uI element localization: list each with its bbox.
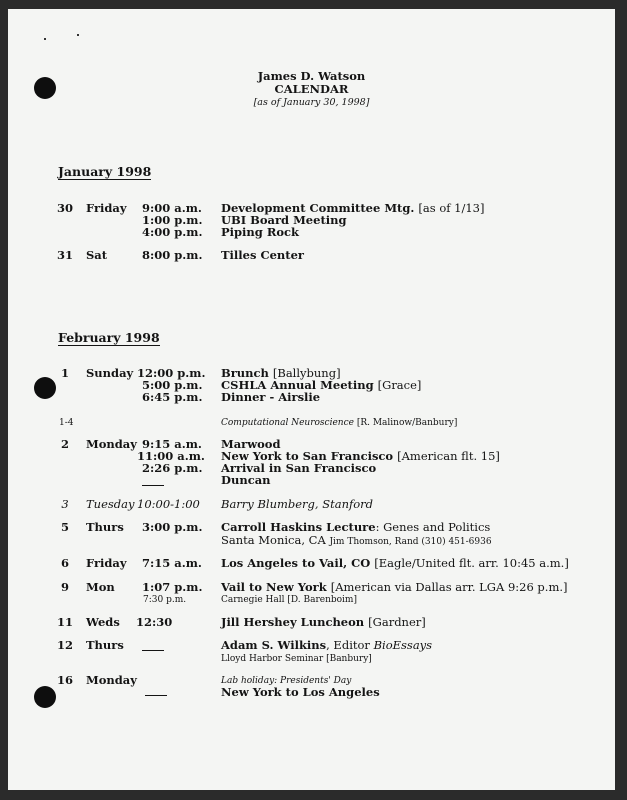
- weekday: Monday: [86, 437, 137, 451]
- time: 4:00 p.m.: [142, 225, 203, 239]
- event-note: [R. Malinow/Banbury]: [356, 418, 458, 428]
- time: 12:00 p.m.: [137, 366, 206, 380]
- event: Carnegie Hall [D. Barenboim]: [221, 595, 357, 605]
- doc-name: James D. Watson: [257, 69, 366, 83]
- event: New York to Los Angeles: [221, 685, 380, 699]
- weekday: Weds: [86, 615, 120, 629]
- event: Computational Neuroscience [R. Malinow/Banbury]: [221, 418, 458, 428]
- weekday: Thurs: [86, 520, 124, 534]
- weekday: Thurs: [86, 638, 124, 652]
- time: 1:07 p.m.: [142, 580, 203, 594]
- event: Barry Blumberg, Stanford: [221, 497, 374, 511]
- event: Marwood: [221, 437, 281, 451]
- speck: [77, 34, 79, 36]
- time: 9:00 a.m.: [142, 201, 202, 215]
- weekday: Monday: [86, 673, 137, 687]
- event: New York to San Francisco [American flt. 15]: [221, 449, 500, 463]
- event: Adam S. Wilkins, Editor BioEssays: [221, 638, 433, 652]
- event: Duncan: [221, 473, 271, 487]
- date: 3: [61, 497, 69, 511]
- event: Development Committee Mtg. [as of 1/13]: [221, 201, 485, 215]
- date: 6: [60, 556, 69, 570]
- date: 12: [56, 638, 73, 652]
- doc-title: CALENDAR: [274, 82, 349, 96]
- event-note: [American via Dallas arr. LGA 9:26 p.m.]: [330, 580, 568, 594]
- event-note: BioEssays: [373, 638, 433, 652]
- date: 9: [60, 580, 69, 594]
- month-heading: January 1998: [58, 164, 152, 179]
- blank-time-line: [142, 650, 164, 651]
- event: Jill Hershey Luncheon [Gardner]: [221, 615, 426, 629]
- weekday: Sat: [86, 248, 108, 262]
- weekday: Tuesday: [86, 497, 135, 511]
- event: Tilles Center: [221, 248, 304, 262]
- punch-hole: [34, 686, 56, 708]
- event-note: : Genes and Politics: [375, 520, 491, 534]
- time: 10:00-1:00: [137, 497, 200, 511]
- weekday: Mon: [86, 580, 115, 594]
- event: Carroll Haskins Lecture: Genes and Politics: [221, 520, 491, 534]
- time: 3:00 p.m.: [142, 520, 203, 534]
- date: 31: [56, 248, 73, 262]
- event-note: [American flt. 15]: [397, 449, 500, 463]
- time: 6:45 p.m.: [142, 390, 203, 404]
- time: 7:30 p.m.: [143, 595, 187, 605]
- time: 12:30: [136, 615, 173, 629]
- date: 2: [60, 437, 69, 451]
- doc-asof: [as of January 30, 1998]: [253, 97, 370, 108]
- time: 8:00 p.m.: [142, 248, 203, 262]
- event-note: , Editor: [326, 638, 374, 652]
- blank-time-line: [142, 485, 164, 486]
- event-note: [Grace]: [377, 378, 422, 392]
- time: 7:15 a.m.: [142, 556, 202, 570]
- event: Lloyd Harbor Seminar [Banbury]: [221, 654, 372, 664]
- month-heading: February 1998: [58, 330, 160, 345]
- event-location: Santa Monica, CA Jim Thomson, Rand (310) 451-6936: [221, 533, 492, 547]
- event: Dinner - Airslie: [221, 390, 321, 404]
- event-note: [as of 1/13]: [418, 201, 485, 215]
- event: Los Angeles to Vail, CO [Eagle/United flt. arr. 10:45 a.m.]: [221, 556, 569, 570]
- speck: [44, 38, 46, 40]
- blank-time-line: [145, 695, 167, 696]
- event: Piping Rock: [221, 225, 300, 239]
- date: 5: [60, 520, 69, 534]
- event: UBI Board Meeting: [221, 213, 347, 227]
- date: 11: [56, 615, 73, 629]
- event: Brunch [Ballybung]: [221, 366, 341, 380]
- time: 9:15 a.m.: [142, 437, 202, 451]
- date: 30: [56, 201, 73, 215]
- time: 1:00 p.m.: [142, 213, 203, 227]
- event-note: [Ballybung]: [272, 366, 341, 380]
- time: 5:00 p.m.: [142, 378, 203, 392]
- time: 2:26 p.m.: [142, 461, 203, 475]
- event: CSHLA Annual Meeting [Grace]: [221, 378, 422, 392]
- weekday: Friday: [86, 201, 127, 215]
- date: 1: [60, 366, 69, 380]
- event: Vail to New York [American via Dallas arr. LGA 9:26 p.m.]: [221, 580, 568, 594]
- weekday: Friday: [86, 556, 127, 570]
- event: Arrival in San Francisco: [221, 461, 377, 475]
- date: 16: [56, 673, 73, 687]
- event-note: [Eagle/United flt. arr. 10:45 a.m.]: [374, 556, 569, 570]
- event-note: Jim Thomson, Rand (310) 451-6936: [329, 537, 492, 547]
- weekday: Sunday: [86, 366, 134, 380]
- event-note: [Gardner]: [368, 615, 426, 629]
- document-page: [8, 9, 615, 790]
- date-range: 1-4: [59, 418, 74, 428]
- punch-hole: [34, 377, 56, 399]
- time: 11:00 a.m.: [137, 449, 205, 463]
- event-note: Lab holiday: Presidents' Day: [221, 676, 352, 686]
